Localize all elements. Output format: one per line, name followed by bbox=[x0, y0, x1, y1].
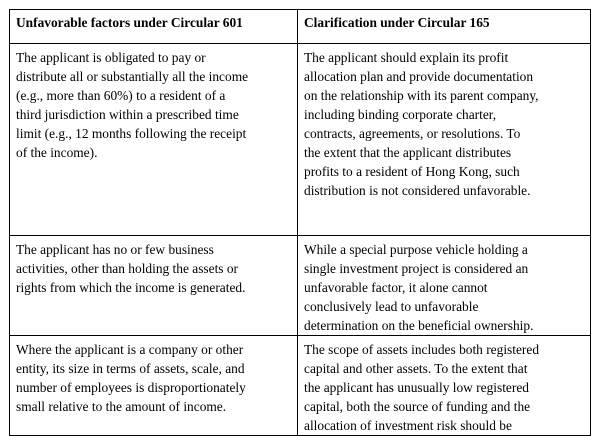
clarification-text: While a special purpose vehicle holding a single investment project is considered an unfavorable factor, it alone cannot conclusively lead to unfavorable determination on the beneficial ownership. bbox=[304, 242, 534, 333]
table-row bbox=[10, 236, 591, 336]
circular-comparison-table bbox=[9, 9, 591, 436]
factor-cell bbox=[10, 336, 298, 436]
header-unfavorable-factors: Unfavorable factors under Circular 601 bbox=[10, 10, 298, 44]
table-row bbox=[10, 44, 591, 236]
clarification-text: The applicant should explain its profit allocation plan and provide documentation on the relationship with its parent company, including binding corporate charter, contracts, agreements, or resolutions. To the extent that the applicant distributes profits to a resident of Hong Kong, such distribution is not considered unfavorable. bbox=[304, 50, 539, 198]
factor-cell bbox=[10, 236, 298, 336]
factor-text: Where the applicant is a company or other entity, its size in terms of assets, scale, and number of employees is disproportionately small relative to the amount of income. bbox=[16, 342, 246, 414]
factor-text: The applicant has no or few business activities, other than holding the assets or rights from which the income is generated. bbox=[16, 242, 246, 295]
factor-cell bbox=[10, 44, 298, 236]
clarification-cell bbox=[298, 236, 591, 336]
clarification-cell bbox=[298, 336, 591, 436]
table-row bbox=[10, 336, 591, 436]
clarification-text: The scope of assets includes both registered capital and other assets. To the extent that the applicant has unusually low registered capital, both the source of funding and the allocation of investment risk should be bbox=[304, 342, 540, 433]
clarification-cell bbox=[298, 44, 591, 236]
table-header-row bbox=[10, 10, 591, 44]
header-clarification: Clarification under Circular 165 bbox=[298, 10, 591, 44]
factor-text: The applicant is obligated to pay or distribute all or substantially all the income (e.g., more than 60%) to a resident of a third jurisdiction within a prescribed time limit (e.g., 12 months following the receipt of the income). bbox=[16, 50, 249, 160]
